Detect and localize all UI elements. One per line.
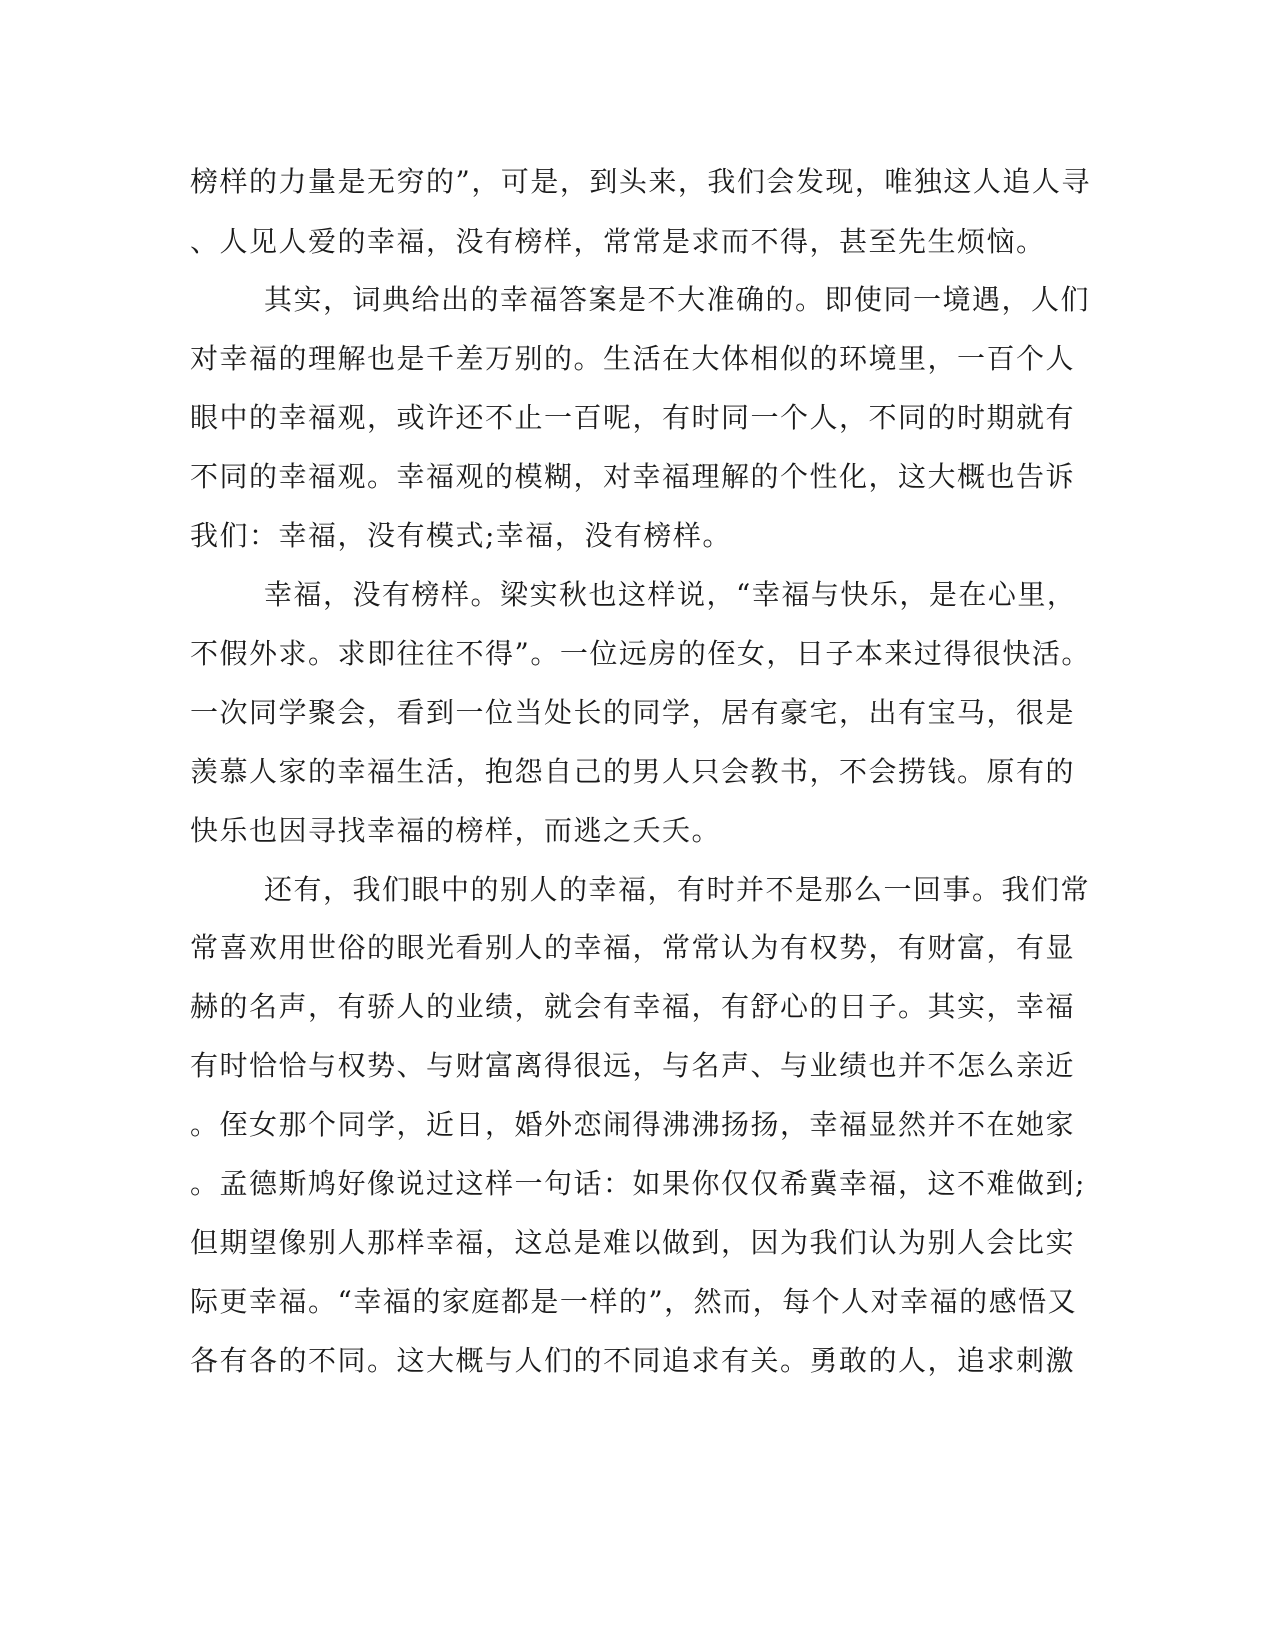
text-line: 眼中的幸福观，或许还不止一百呢，有时同一个人，不同的时期就有 bbox=[190, 401, 1076, 434]
text-line: 有时恰恰与权势、与财富离得很远，与名声、与业绩也并不怎么亲近 bbox=[190, 1049, 1076, 1082]
text-line: 际更幸福。“幸福的家庭都是一样的”，然而，每个人对幸福的感悟又 bbox=[190, 1285, 1078, 1318]
text-line: 不假外求。求即往往不得”。一位远房的侄女，日子本来过得很快活。 bbox=[190, 637, 1091, 670]
text-line: 快乐也因寻找幸福的榜样，而逃之夭夭。 bbox=[190, 814, 722, 847]
text-line: 常喜欢用世俗的眼光看别人的幸福，常常认为有权势，有财富，有显 bbox=[190, 931, 1076, 964]
text-line: 一次同学聚会，看到一位当处长的同学，居有豪宅，出有宝马，很是 bbox=[190, 696, 1076, 729]
text-line: 对幸福的理解也是千差万别的。生活在大体相似的环境里，一百个人 bbox=[190, 342, 1076, 375]
text-line: 赫的名声，有骄人的业绩，就会有幸福，有舒心的日子。其实，幸福 bbox=[190, 990, 1076, 1023]
text-line: 。孟德斯鸠好像说过这样一句话：如果你仅仅希冀幸福，这不难做到; bbox=[190, 1167, 1086, 1200]
text-line: 但期望像别人那样幸福，这总是难以做到，因为我们认为别人会比实 bbox=[190, 1226, 1076, 1259]
text-line: 不同的幸福观。幸福观的模糊，对幸福理解的个性化，这大概也告诉 bbox=[190, 460, 1076, 493]
text-line: 、人见人爱的幸福，没有榜样，常常是求而不得，甚至先生烦恼。 bbox=[190, 225, 1046, 258]
paragraph-first-line: 其实，词典给出的幸福答案是不大准确的。即使同一境遇，人们 bbox=[264, 283, 1091, 316]
text-line: 榜样的力量是无穷的”，可是，到头来，我们会发现，唯独这人追人寻 bbox=[190, 165, 1091, 198]
text-line: 。侄女那个同学，近日，婚外恋闹得沸沸扬扬，幸福显然并不在她家 bbox=[190, 1108, 1076, 1141]
text-line: 羡慕人家的幸福生活，抱怨自己的男人只会教书，不会捞钱。原有的 bbox=[190, 755, 1076, 788]
text-line: 我们：幸福，没有模式;幸福，没有榜样。 bbox=[190, 519, 732, 552]
paragraph-first-line: 幸福，没有榜样。梁实秋也这样说，“幸福与快乐，是在心里， bbox=[264, 578, 1077, 611]
paragraph-first-line: 还有，我们眼中的别人的幸福，有时并不是那么一回事。我们常 bbox=[264, 873, 1091, 906]
text-line: 各有各的不同。这大概与人们的不同追求有关。勇敢的人，追求刺激 bbox=[190, 1344, 1076, 1377]
